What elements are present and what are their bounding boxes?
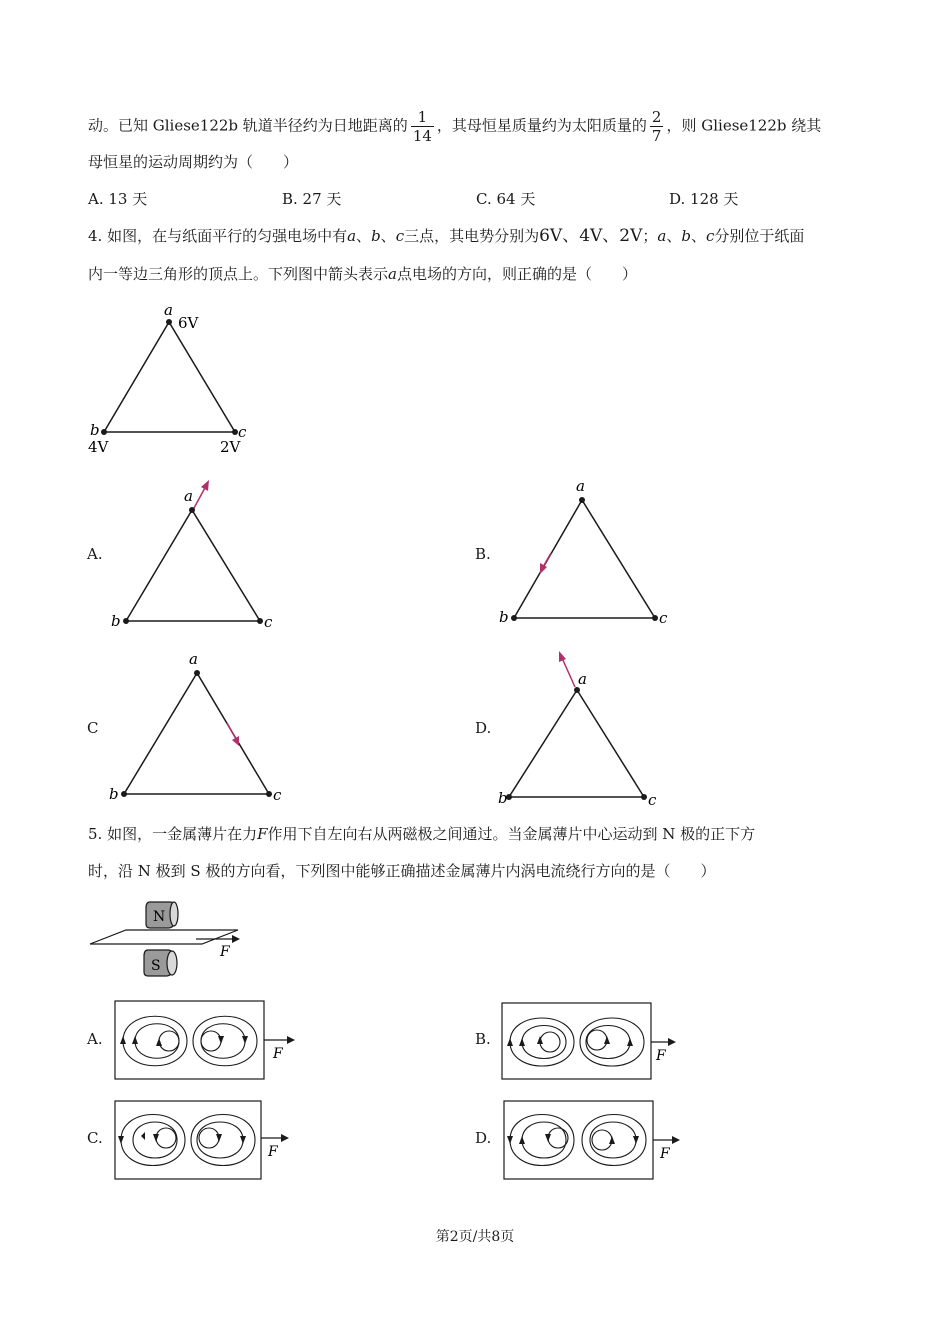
arrow-head: [242, 1036, 248, 1044]
plate-outline: [504, 1101, 653, 1179]
arrow-head: [604, 1036, 610, 1044]
arrow-head: [633, 1136, 639, 1144]
eddy-right-middle: [201, 1024, 245, 1059]
potential-a-label: 6V: [178, 314, 199, 332]
vertex-a-label: a: [184, 487, 193, 505]
field-arrow-head: [559, 651, 566, 662]
vertex-b-label: b: [109, 785, 119, 803]
q4-line2: 内一等边三角形的顶点上。下列图中箭头表示a点电场的方向，则正确的是（ ）: [88, 265, 637, 283]
triangle: [124, 673, 269, 794]
plate-outline: [115, 1001, 264, 1079]
q4-option-c-figure: [105, 648, 290, 808]
potential-b-label: 4V: [88, 438, 109, 456]
arrow-head: [545, 1134, 551, 1142]
q3-option-a: A. 13 天: [88, 190, 148, 208]
force-label: F: [656, 1048, 666, 1064]
q3-option-d: D. 128 天: [669, 190, 739, 208]
arrow-head: [507, 1136, 513, 1144]
arrow-head: [627, 1038, 633, 1046]
force-label: F: [273, 1046, 283, 1062]
eddy-left-middle: [135, 1024, 179, 1059]
q4-option-d-figure: [495, 648, 675, 813]
arrow-head: [141, 1132, 145, 1140]
page-number-footer: 第2页/共8页: [435, 1229, 515, 1245]
q5-line2: 时，沿 N 极到 S 极的方向看，下列图中能够正确描述金属薄片内涡电流绕行方向的是（ ）: [88, 862, 716, 880]
force-arrow-head: [232, 935, 240, 943]
arrow-head: [216, 1134, 222, 1142]
vertex-c-dot: [257, 618, 263, 624]
eddy-left-middle: [133, 1122, 177, 1158]
south-pole-face: [167, 951, 177, 975]
q5-option-a-label: A.: [87, 1030, 103, 1048]
force-arrow-head: [672, 1136, 680, 1144]
vertex-c-label: c: [659, 609, 668, 627]
arrow-head: [519, 1038, 525, 1046]
q5-option-c-figure: [113, 1100, 298, 1182]
q3-option-c: C. 64 天: [476, 190, 536, 208]
vertex-b-label: b: [499, 608, 509, 626]
q5-option-b-label: B.: [475, 1030, 491, 1048]
fraction-2-7: $\frac{2}{7}$: [651, 108, 662, 145]
vertex-c-label: c: [273, 786, 282, 804]
q3-line2: 母恒星的运动周期约为（ ）: [88, 153, 299, 171]
arrow-head: [507, 1038, 513, 1046]
eddy-right-middle: [197, 1122, 243, 1158]
vertex-b-dot: [101, 429, 107, 435]
q4-option-a-label: A.: [87, 545, 103, 563]
q5-magnet-figure: [88, 898, 253, 980]
force-label: F: [660, 1146, 670, 1162]
vertex-a-label: a: [164, 301, 173, 319]
q3-line1: 动。已知 Gliese122b 轨道半径约为日地距离的 $\frac{1}{14}$ ，其母恒星质量约为太阳质量的 $\frac{2}{7}$ ，则 Gliese122b 绕其: [88, 108, 822, 145]
eddy-left-inner: [548, 1128, 568, 1148]
q4-line1: 4. 如图，在与纸面平行的匀强电场中有a、b、c三点，其电势分别为6V、4V、2V；a、b、c分别位于纸面: [88, 226, 805, 246]
eddy-left-inner: [159, 1031, 179, 1051]
q4-option-a-figure: [105, 475, 285, 635]
q5-option-d-label: D.: [475, 1129, 492, 1147]
q4-option-c-label: C: [87, 719, 99, 737]
arrow-head: [240, 1136, 246, 1144]
arrow-head: [120, 1036, 126, 1044]
arrow-head: [118, 1136, 124, 1144]
arrow-head: [153, 1134, 159, 1142]
fraction-1-14: $\frac{1}{14}$: [412, 108, 432, 145]
eddy-right-inner: [201, 1031, 221, 1051]
arrow-head: [156, 1038, 162, 1046]
vertex-b-dot: [121, 791, 127, 797]
eddy-left-middle: [522, 1026, 566, 1059]
eddy-left-inner: [156, 1128, 176, 1148]
triangle: [514, 500, 655, 618]
arrow-head: [519, 1136, 525, 1144]
force-arrow-head: [668, 1038, 676, 1046]
q3-option-b: B. 27 天: [282, 190, 342, 208]
force-label: F: [220, 944, 230, 960]
vertex-b-label: b: [498, 789, 508, 807]
vertex-c-dot: [266, 791, 272, 797]
field-arrow: [194, 486, 206, 508]
north-pole-face: [170, 902, 178, 926]
q5-option-c-label: C.: [87, 1129, 103, 1147]
arrow-head: [132, 1036, 138, 1044]
field-arrow: [227, 723, 236, 739]
force-arrow-head: [287, 1036, 295, 1044]
q5-option-d-figure: [502, 1100, 687, 1182]
triangle: [509, 690, 644, 797]
vertex-a-dot: [166, 319, 172, 325]
vertex-c-label: c: [238, 423, 247, 441]
eddy-right-inner: [587, 1030, 607, 1050]
vertex-a-label: a: [189, 650, 198, 668]
arrow-head: [609, 1136, 615, 1144]
vertex-c-label: c: [648, 791, 657, 809]
metal-plate: [90, 930, 238, 944]
south-pole-label: S: [151, 958, 161, 974]
vertex-b-dot: [123, 618, 129, 624]
q4-option-d-label: D.: [475, 719, 492, 737]
vertex-c-dot: [652, 615, 658, 621]
triangle: [104, 322, 235, 432]
vertex-a-label: a: [578, 670, 587, 688]
vertex-b-dot: [511, 615, 517, 621]
plate-outline: [502, 1003, 651, 1079]
eddy-right-inner: [199, 1128, 219, 1148]
vertex-c-label: c: [264, 613, 273, 631]
vertex-b-label: b: [111, 612, 121, 630]
q4-main-triangle-figure: [80, 300, 260, 465]
eddy-left-middle: [522, 1122, 566, 1158]
q5-option-b-figure: [500, 1002, 685, 1084]
vertex-a-label: a: [576, 477, 585, 495]
triangle: [126, 510, 260, 621]
field-arrow: [562, 658, 575, 687]
arrow-head: [218, 1036, 224, 1044]
q4-option-b-label: B.: [475, 545, 491, 563]
potential-c-label: 2V: [220, 438, 241, 456]
force-label: F: [268, 1144, 278, 1160]
field-arrow: [543, 553, 551, 567]
vertex-c-dot: [641, 794, 647, 800]
eddy-right-inner: [592, 1130, 612, 1150]
eddy-left-inner: [540, 1032, 560, 1052]
north-pole-label: N: [153, 909, 166, 925]
arrow-head: [537, 1036, 543, 1044]
q5-line1: 5. 如图，一金属薄片在力F作用下自左向右从两磁极之间通过。当金属薄片中心运动到 N 极的正下方: [88, 825, 756, 843]
vertex-a-dot: [194, 670, 200, 676]
q5-option-a-figure: [113, 1000, 298, 1082]
vertex-b-label: b: [90, 421, 100, 439]
q4-option-b-figure: [495, 475, 675, 635]
vertex-a-dot: [579, 497, 585, 503]
plate-outline: [115, 1101, 261, 1179]
force-arrow-head: [281, 1134, 289, 1142]
